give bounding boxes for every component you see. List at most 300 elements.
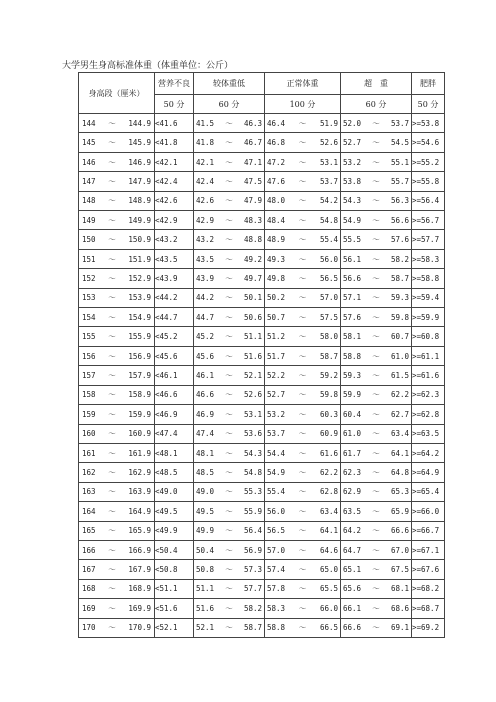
tilde-separator: ～ <box>298 138 307 148</box>
tilde-separator: ～ <box>108 603 116 613</box>
low-range <box>194 370 264 381</box>
tilde-separator: ～ <box>298 468 307 478</box>
table-row <box>79 288 445 307</box>
over-cell <box>341 618 412 637</box>
low-range <box>194 486 264 497</box>
h-range <box>79 176 154 187</box>
normal-cell <box>265 230 341 249</box>
h-cell <box>79 346 155 365</box>
over-range <box>341 603 411 614</box>
obese-cell: >=54.6 <box>412 133 445 152</box>
under-cell: <49.9 <box>155 521 194 540</box>
over-cell <box>341 327 412 346</box>
weight-standard-table <box>78 72 445 638</box>
h-range <box>79 409 154 420</box>
tilde-separator: ～ <box>372 506 380 516</box>
over-cell <box>341 579 412 598</box>
h-max: 169.9 <box>128 603 151 613</box>
under-cell: <44.7 <box>155 308 194 327</box>
tilde-separator: ～ <box>108 235 116 245</box>
h-min: 164 <box>82 506 96 516</box>
normal-min: 58.3 <box>267 603 286 613</box>
h-cell <box>79 463 155 482</box>
over-range <box>341 118 411 129</box>
tilde-separator: ～ <box>108 545 116 555</box>
low-min: 52.1 <box>196 623 215 633</box>
normal-min: 46.4 <box>267 118 286 128</box>
score-normal-weight: 100 分 <box>265 95 341 114</box>
low-cell <box>194 327 265 346</box>
tilde-separator: ～ <box>225 138 233 148</box>
low-max: 50.6 <box>243 312 262 322</box>
h-max: 164.9 <box>128 506 151 516</box>
tilde-separator: ～ <box>225 526 233 536</box>
normal-cell <box>265 521 341 540</box>
h-cell <box>79 269 155 288</box>
low-cell <box>194 502 265 521</box>
tilde-separator: ～ <box>298 293 307 303</box>
low-max: 51.6 <box>243 351 262 361</box>
normal-min: 50.7 <box>267 312 286 322</box>
over-range <box>341 389 411 400</box>
tilde-separator: ～ <box>372 312 380 322</box>
h-min: 145 <box>82 138 96 148</box>
tilde-separator: ～ <box>372 545 380 555</box>
under-cell: <44.2 <box>155 288 194 307</box>
tilde-separator: ～ <box>372 429 380 439</box>
obese-cell: >=59.9 <box>412 308 445 327</box>
normal-min: 47.6 <box>267 176 286 186</box>
low-range <box>194 389 264 400</box>
over-min: 62.9 <box>343 487 362 497</box>
low-max: 49.2 <box>243 254 262 264</box>
low-min: 41.5 <box>196 118 215 128</box>
tilde-separator: ～ <box>108 293 116 303</box>
tilde-separator: ～ <box>372 370 380 380</box>
normal-cell <box>265 172 341 191</box>
normal-cell <box>265 405 341 424</box>
h-range <box>79 351 154 362</box>
normal-min: 47.2 <box>267 157 286 167</box>
h-range <box>79 545 154 556</box>
over-max: 68.6 <box>390 603 409 613</box>
normal-cell <box>265 482 341 501</box>
low-max: 46.3 <box>243 118 262 128</box>
over-cell <box>341 249 412 268</box>
score-overweight: 60 分 <box>341 95 412 114</box>
obese-cell: >=67.6 <box>412 560 445 579</box>
low-min: 42.9 <box>196 215 215 225</box>
over-min: 53.8 <box>343 176 362 186</box>
h-max: 151.9 <box>128 254 151 264</box>
normal-cell <box>265 269 341 288</box>
tilde-separator: ～ <box>372 351 380 361</box>
h-max: 152.9 <box>128 273 151 283</box>
over-max: 67.0 <box>390 545 409 555</box>
under-cell: <46.6 <box>155 385 194 404</box>
low-max: 53.6 <box>243 429 262 439</box>
over-cell <box>341 424 412 443</box>
h-range <box>79 273 154 284</box>
table-row <box>79 133 445 152</box>
tilde-separator: ～ <box>298 409 307 419</box>
table-row <box>79 502 445 521</box>
h-range <box>79 525 154 536</box>
low-min: 46.6 <box>196 390 215 400</box>
low-range <box>194 118 264 129</box>
obese-cell: >=63.5 <box>412 424 445 443</box>
normal-range <box>265 603 340 614</box>
h-range <box>79 370 154 381</box>
obese-cell: >=58.8 <box>412 269 445 288</box>
score-lower-weight: 60 分 <box>194 95 265 114</box>
over-min: 59.3 <box>343 370 362 380</box>
h-max: 166.9 <box>128 545 151 555</box>
h-cell <box>79 133 155 152</box>
tilde-separator: ～ <box>372 623 380 633</box>
normal-max: 58.7 <box>319 351 338 361</box>
low-range <box>194 157 264 168</box>
under-cell: <50.8 <box>155 560 194 579</box>
low-cell <box>194 385 265 404</box>
under-cell: <47.4 <box>155 424 194 443</box>
h-min: 153 <box>82 293 96 303</box>
obese-cell: >=57.7 <box>412 230 445 249</box>
normal-cell <box>265 618 341 637</box>
normal-max: 60.9 <box>319 429 338 439</box>
tilde-separator: ～ <box>225 506 233 516</box>
low-range <box>194 506 264 517</box>
low-cell <box>194 308 265 327</box>
normal-max: 53.1 <box>319 157 338 167</box>
over-min: 65.6 <box>343 584 362 594</box>
low-cell <box>194 114 265 133</box>
under-cell: <42.6 <box>155 191 194 210</box>
over-min: 57.6 <box>343 312 362 322</box>
normal-range <box>265 525 340 536</box>
low-max: 52.1 <box>243 370 262 380</box>
normal-min: 55.4 <box>267 487 286 497</box>
normal-min: 51.7 <box>267 351 286 361</box>
normal-max: 55.4 <box>319 235 338 245</box>
under-cell: <51.1 <box>155 579 194 598</box>
h-min: 170 <box>82 623 96 633</box>
tilde-separator: ～ <box>298 584 307 594</box>
tilde-separator: ～ <box>225 603 233 613</box>
h-cell <box>79 230 155 249</box>
over-cell <box>341 211 412 230</box>
tilde-separator: ～ <box>298 157 307 167</box>
over-cell <box>341 269 412 288</box>
h-cell <box>79 327 155 346</box>
h-min: 163 <box>82 487 96 497</box>
h-range <box>79 467 154 478</box>
normal-max: 59.2 <box>319 370 338 380</box>
tilde-separator: ～ <box>298 273 307 283</box>
normal-min: 52.2 <box>267 370 286 380</box>
low-min: 49.0 <box>196 487 215 497</box>
obese-cell: >=53.8 <box>412 114 445 133</box>
low-range <box>194 215 264 226</box>
low-min: 43.2 <box>196 235 215 245</box>
over-max: 57.6 <box>390 235 409 245</box>
tilde-separator: ～ <box>372 332 380 342</box>
h-cell <box>79 579 155 598</box>
over-range <box>341 292 411 303</box>
table-row <box>79 405 445 424</box>
tilde-separator: ～ <box>225 312 233 322</box>
table-row <box>79 191 445 210</box>
low-cell <box>194 521 265 540</box>
tilde-separator: ～ <box>298 351 307 361</box>
tilde-separator: ～ <box>225 487 233 497</box>
over-range <box>341 545 411 556</box>
over-max: 68.1 <box>390 584 409 594</box>
h-cell <box>79 152 155 171</box>
normal-cell <box>265 599 341 618</box>
low-range <box>194 254 264 265</box>
h-range <box>79 234 154 245</box>
low-min: 42.4 <box>196 176 215 186</box>
over-min: 64.7 <box>343 545 362 555</box>
low-min: 50.8 <box>196 565 215 575</box>
header-underweight: 营养不良 <box>155 73 194 95</box>
over-cell <box>341 191 412 210</box>
normal-range <box>265 273 340 284</box>
tilde-separator: ～ <box>298 565 307 575</box>
under-cell: <48.5 <box>155 463 194 482</box>
over-max: 61.0 <box>390 351 409 361</box>
table-row <box>79 346 445 365</box>
h-range <box>79 312 154 323</box>
h-cell <box>79 288 155 307</box>
normal-min: 53.7 <box>267 429 286 439</box>
over-max: 65.3 <box>390 487 409 497</box>
tilde-separator: ～ <box>225 545 233 555</box>
tilde-separator: ～ <box>372 235 380 245</box>
normal-range <box>265 370 340 381</box>
over-range <box>341 157 411 168</box>
table-row <box>79 114 445 133</box>
normal-cell <box>265 346 341 365</box>
under-cell: <50.4 <box>155 540 194 559</box>
table-row <box>79 249 445 268</box>
normal-max: 52.6 <box>319 138 338 148</box>
low-max: 55.9 <box>243 506 262 516</box>
normal-max: 54.8 <box>319 215 338 225</box>
normal-max: 66.0 <box>319 603 338 613</box>
tilde-separator: ～ <box>372 138 380 148</box>
tilde-separator: ～ <box>225 196 233 206</box>
over-max: 59.8 <box>390 312 409 322</box>
under-cell: <43.9 <box>155 269 194 288</box>
normal-min: 48.9 <box>267 235 286 245</box>
table-body <box>79 114 445 638</box>
h-max: 144.9 <box>128 118 151 128</box>
over-range <box>341 370 411 381</box>
h-cell <box>79 599 155 618</box>
h-max: 168.9 <box>128 584 151 594</box>
low-cell <box>194 230 265 249</box>
low-range <box>194 428 264 439</box>
over-cell <box>341 346 412 365</box>
low-cell <box>194 133 265 152</box>
over-range <box>341 312 411 323</box>
table-row <box>79 269 445 288</box>
tilde-separator: ～ <box>372 215 380 225</box>
tilde-separator: ～ <box>372 584 380 594</box>
normal-min: 48.0 <box>267 196 286 206</box>
normal-max: 57.0 <box>319 293 338 303</box>
normal-min: 57.0 <box>267 545 286 555</box>
normal-range <box>265 622 340 633</box>
obese-cell: >=56.7 <box>412 211 445 230</box>
normal-max: 62.2 <box>319 468 338 478</box>
obese-cell: >=69.2 <box>412 618 445 637</box>
low-range <box>194 603 264 614</box>
tilde-separator: ～ <box>372 118 380 128</box>
normal-cell <box>265 211 341 230</box>
over-range <box>341 622 411 633</box>
over-range <box>341 195 411 206</box>
low-cell <box>194 540 265 559</box>
over-cell <box>341 172 412 191</box>
normal-range <box>265 467 340 478</box>
h-min: 151 <box>82 254 96 264</box>
h-max: 147.9 <box>128 176 151 186</box>
h-min: 146 <box>82 157 96 167</box>
low-range <box>194 137 264 148</box>
over-cell <box>341 308 412 327</box>
tilde-separator: ～ <box>108 370 116 380</box>
low-range <box>194 331 264 342</box>
h-min: 150 <box>82 235 96 245</box>
over-min: 52.7 <box>343 138 362 148</box>
over-range <box>341 525 411 536</box>
normal-range <box>265 448 340 459</box>
low-range <box>194 525 264 536</box>
tilde-separator: ～ <box>108 254 116 264</box>
over-range <box>341 506 411 517</box>
normal-max: 65.0 <box>319 565 338 575</box>
tilde-separator: ～ <box>298 196 307 206</box>
tilde-separator: ～ <box>108 157 116 167</box>
normal-min: 53.2 <box>267 409 286 419</box>
h-max: 146.9 <box>128 157 151 167</box>
tilde-separator: ～ <box>225 157 233 167</box>
low-max: 48.3 <box>243 215 262 225</box>
low-min: 43.5 <box>196 254 215 264</box>
over-range <box>341 331 411 342</box>
low-max: 54.8 <box>243 468 262 478</box>
over-max: 69.1 <box>390 623 409 633</box>
tilde-separator: ～ <box>225 409 233 419</box>
low-max: 57.7 <box>243 584 262 594</box>
h-min: 162 <box>82 468 96 478</box>
normal-min: 57.8 <box>267 584 286 594</box>
low-min: 47.4 <box>196 429 215 439</box>
tilde-separator: ～ <box>108 118 116 128</box>
tilde-separator: ～ <box>108 623 116 633</box>
h-min: 158 <box>82 390 96 400</box>
tilde-separator: ～ <box>372 565 380 575</box>
low-min: 42.1 <box>196 157 215 167</box>
h-cell <box>79 249 155 268</box>
over-range <box>341 234 411 245</box>
h-range <box>79 428 154 439</box>
over-cell <box>341 482 412 501</box>
normal-range <box>265 428 340 439</box>
under-cell: <52.1 <box>155 618 194 637</box>
table-row <box>79 482 445 501</box>
over-range <box>341 467 411 478</box>
obese-cell: >=65.4 <box>412 482 445 501</box>
over-cell <box>341 366 412 385</box>
tilde-separator: ～ <box>225 273 233 283</box>
obese-cell: >=58.3 <box>412 249 445 268</box>
over-cell <box>341 560 412 579</box>
table-row <box>79 172 445 191</box>
normal-range <box>265 564 340 575</box>
normal-max: 57.5 <box>319 312 338 322</box>
tilde-separator: ～ <box>298 526 307 536</box>
tilde-separator: ～ <box>298 506 307 516</box>
normal-cell <box>265 366 341 385</box>
h-cell <box>79 211 155 230</box>
normal-min: 50.2 <box>267 293 286 303</box>
header-lower-weight: 较体重低 <box>194 73 265 95</box>
tilde-separator: ～ <box>108 506 116 516</box>
over-range <box>341 254 411 265</box>
tilde-separator: ～ <box>225 448 233 458</box>
low-range <box>194 564 264 575</box>
over-min: 66.1 <box>343 603 362 613</box>
low-range <box>194 312 264 323</box>
normal-max: 64.6 <box>319 545 338 555</box>
low-min: 44.2 <box>196 293 215 303</box>
over-cell <box>341 114 412 133</box>
tilde-separator: ～ <box>225 623 233 633</box>
under-cell: <51.6 <box>155 599 194 618</box>
over-max: 66.6 <box>390 526 409 536</box>
over-cell <box>341 152 412 171</box>
over-min: 56.1 <box>343 254 362 264</box>
over-max: 62.2 <box>390 390 409 400</box>
low-range <box>194 448 264 459</box>
normal-max: 59.8 <box>319 390 338 400</box>
over-min: 63.5 <box>343 506 362 516</box>
normal-cell <box>265 463 341 482</box>
normal-range <box>265 118 340 129</box>
normal-range <box>265 254 340 265</box>
h-range <box>79 195 154 206</box>
table-row <box>79 618 445 637</box>
h-cell <box>79 385 155 404</box>
over-cell <box>341 463 412 482</box>
normal-min: 52.7 <box>267 390 286 400</box>
obese-cell: >=55.2 <box>412 152 445 171</box>
tilde-separator: ～ <box>108 390 116 400</box>
normal-range <box>265 583 340 594</box>
h-max: 158.9 <box>128 390 151 400</box>
over-min: 53.2 <box>343 157 362 167</box>
score-obese: 50 分 <box>412 95 445 114</box>
obese-cell: >=64.2 <box>412 443 445 462</box>
normal-range <box>265 506 340 517</box>
over-min: 55.5 <box>343 235 362 245</box>
h-range <box>79 137 154 148</box>
normal-max: 65.5 <box>319 584 338 594</box>
